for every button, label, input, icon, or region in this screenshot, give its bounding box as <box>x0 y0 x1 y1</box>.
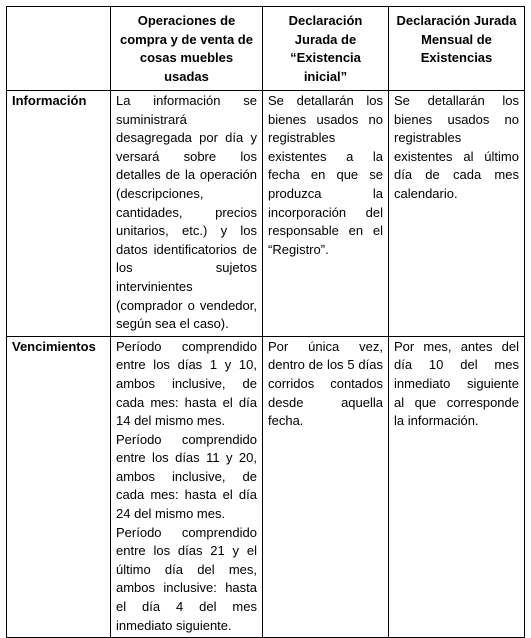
cell-vencimientos-operaciones <box>111 336 263 638</box>
row-label-informacion: Información <box>7 91 111 337</box>
cell-paragraph: La información se suministrará desagregada por día y versará sobre los detalles de la operación (descripciones, cantidades, precios unitarios, etc.) y los datos identificatorios de los sujetos intervinientes (comprador o vendedor, según sea el caso). <box>116 93 257 332</box>
header-mensual-existencias: Declaración Jurada Mensual de Existencias <box>389 7 525 91</box>
cell-vencimientos-mensual <box>389 336 525 638</box>
cell-paragraph: Por mes, antes del día 10 del mes inmediato siguiente al que corresponde la información. <box>394 338 519 429</box>
table-row-informacion <box>7 91 525 337</box>
cell-paragraph: Se detallarán los bienes usados no registrables existentes a la fecha en que se produzca la incorporación del responsable en el “Registro”. <box>268 93 383 257</box>
cell-vencimientos-existencia-inicial <box>263 336 389 638</box>
comparison-table <box>6 6 525 638</box>
cell-informacion-mensual <box>389 91 525 337</box>
header-corner-cell <box>7 7 111 91</box>
cell-paragraph: Período comprendido entre los días 11 y 20, ambos inclusive, de cada mes: hasta el día 24 del mismo mes. <box>116 431 257 522</box>
cell-informacion-operaciones <box>111 91 263 337</box>
header-row <box>7 7 525 91</box>
cell-paragraph: Período comprendido entre los días 1 y 10, ambos inclusive, de cada mes: hasta el día 14 del mismo mes. <box>116 338 257 429</box>
cell-paragraph: Período comprendido entre los días 21 y el último día del mes, ambos inclusive: hasta el día 4 del mes inmediato siguiente. <box>116 524 257 633</box>
header-existencia-inicial: Declaración Jurada de “Existencia inicial” <box>263 7 389 91</box>
cell-paragraph: Se detallarán los bienes usados no registrables existentes al último día de cada mes calendario. <box>394 93 519 201</box>
header-operaciones: Operaciones de compra y de venta de cosas muebles usadas <box>111 7 263 91</box>
cell-paragraph: Por única vez, dentro de los 5 días corridos contados desde aquella fecha. <box>268 338 383 429</box>
row-label-vencimientos: Vencimientos <box>7 336 111 638</box>
cell-informacion-existencia-inicial <box>263 91 389 337</box>
table-row-vencimientos <box>7 336 525 638</box>
